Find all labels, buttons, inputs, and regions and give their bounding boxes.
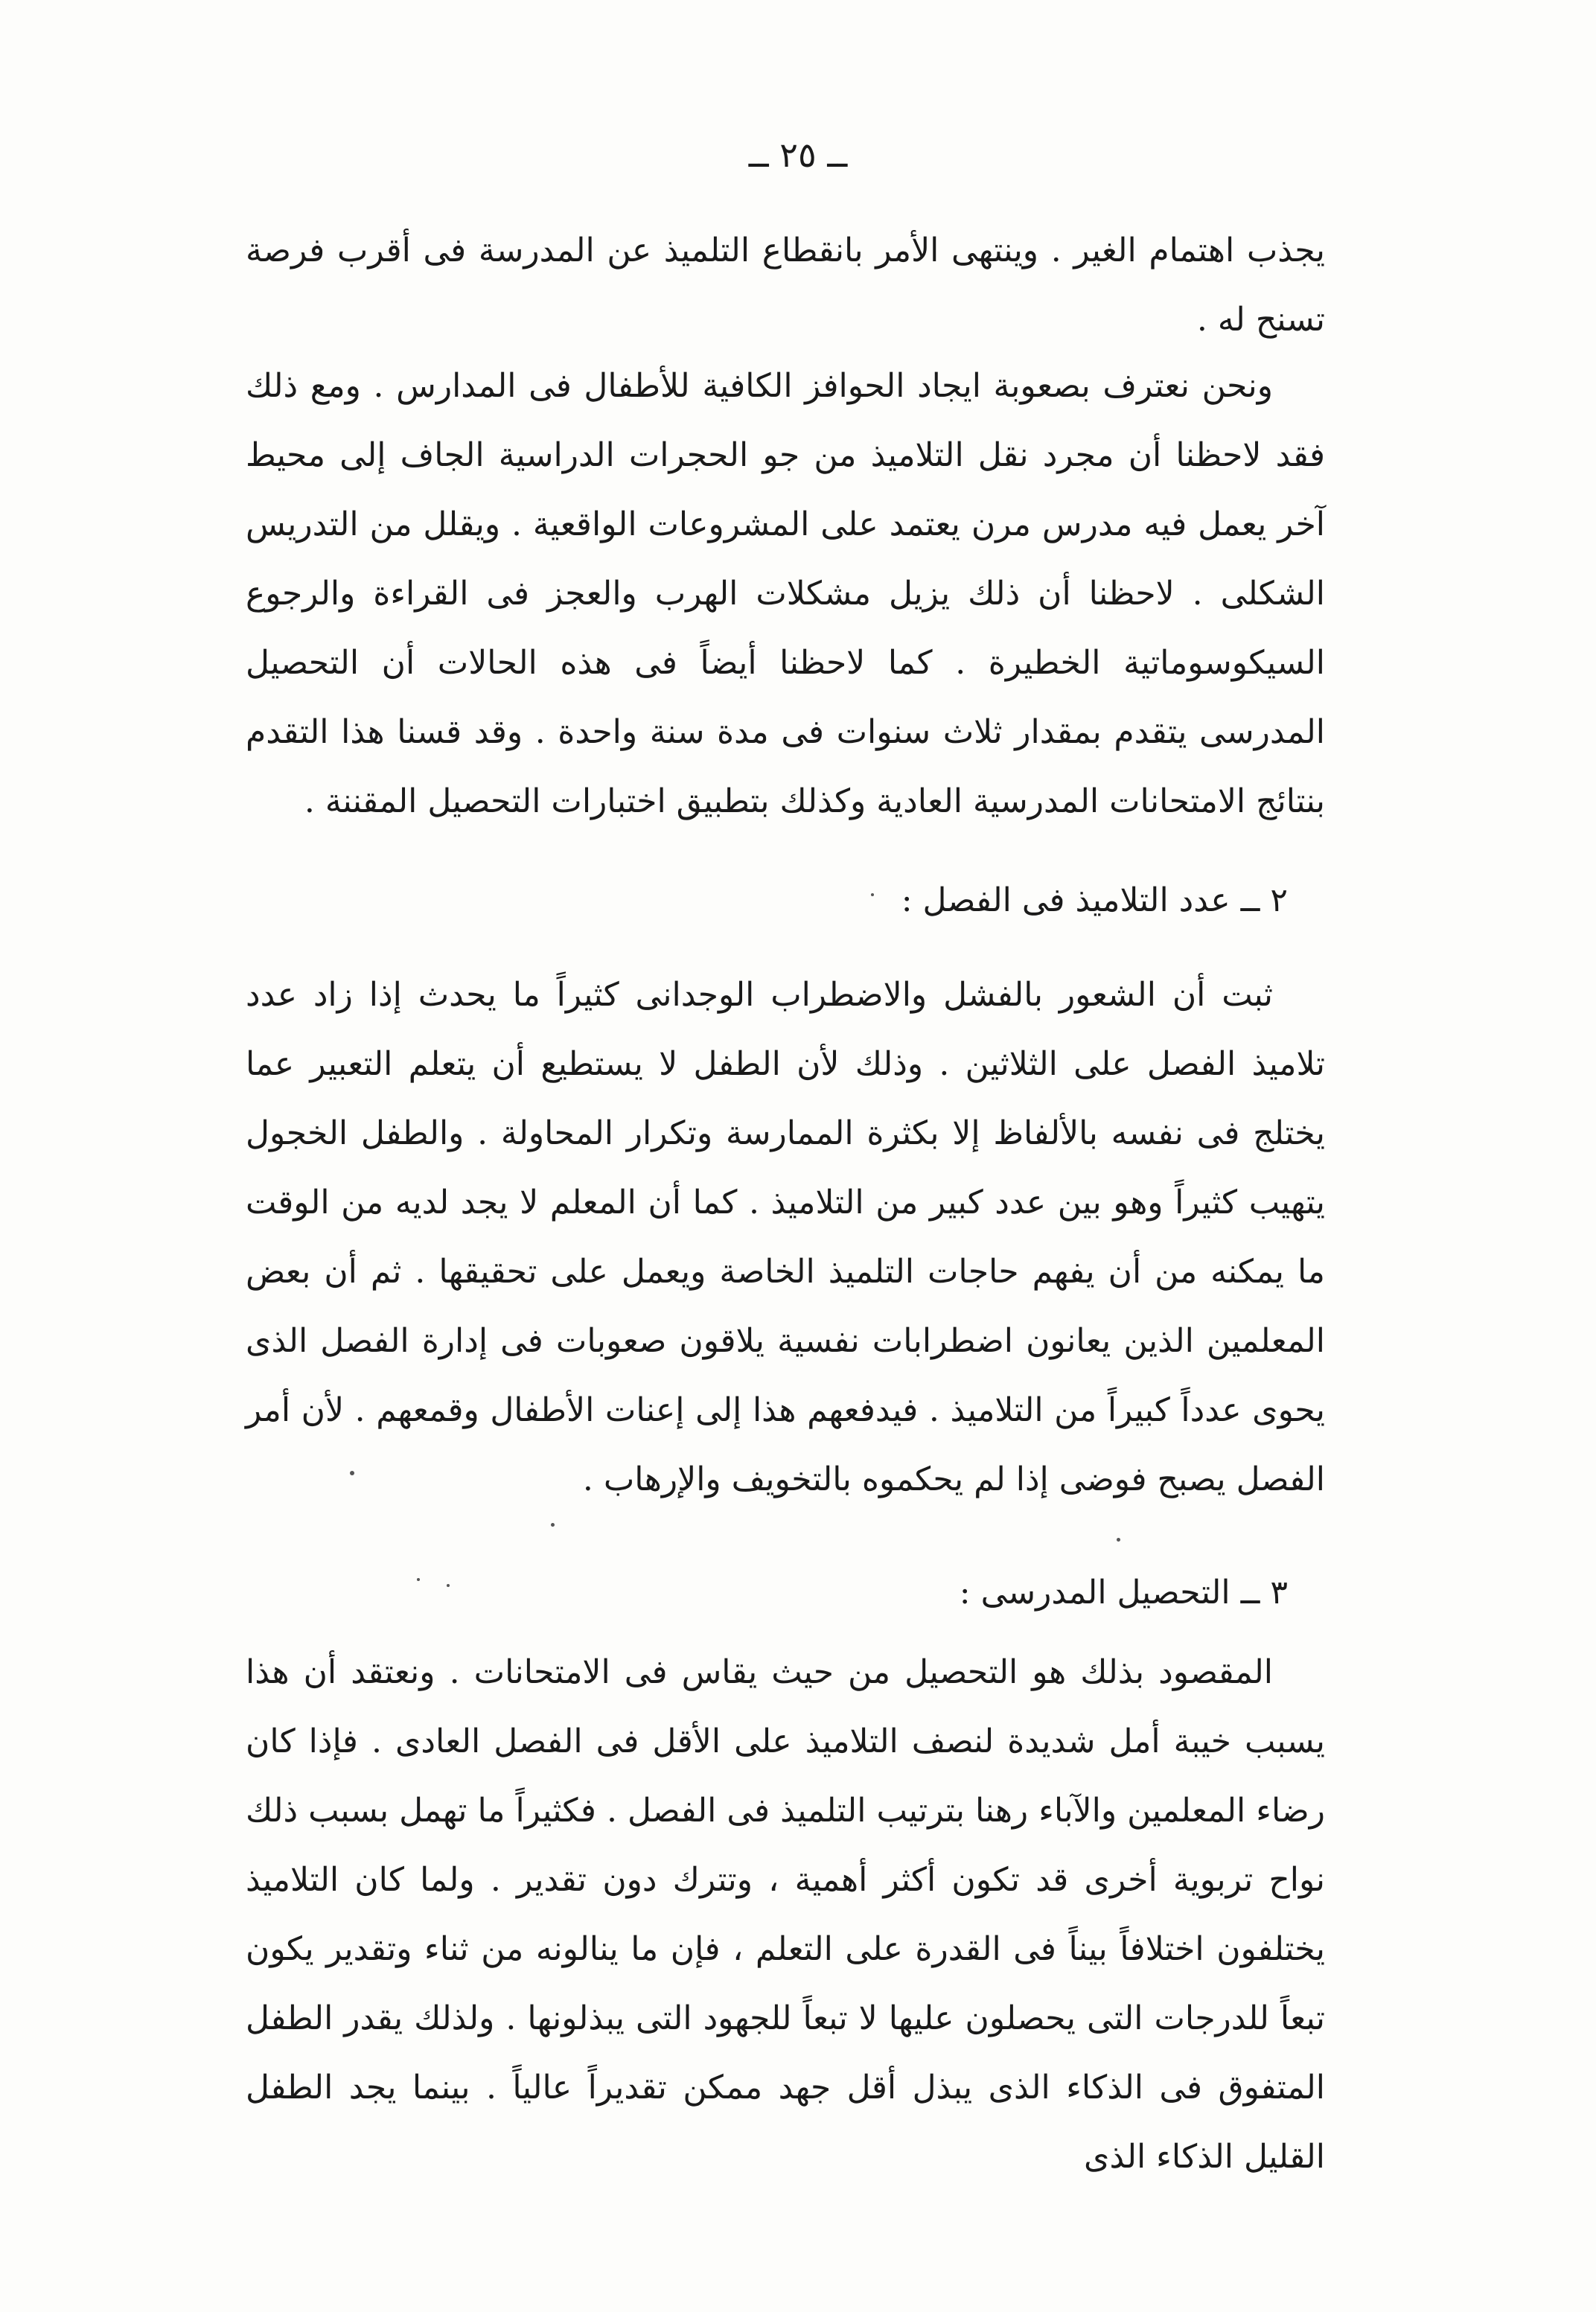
paragraph-class-size [246,960,1325,1514]
paragraph-continuation [246,216,1325,354]
paragraph-3-text: ثبت أن الشعور بالفشل والاضطراب الوجدانى كثيراً ما يحدث إذا زاد عدد تلاميذ الفصل على الثلاثين . وذلك لأن الطفل لا يستطيع أن يتعلم التعبير عما يختلج فى نفسه بالألفاظ إلا بكثرة الممارسة وتكرار المحاولة . والطفل الخجول يتهيب كثيراً وهو بين عدد كبير من التلاميذ . كما أن المعلم لا يجد لديه من الوقت ما يمكنه من أن يفهم حاجات التلميذ الخاصة ويعمل على تحقيقها . ثم أن بعض المعلمين الذين يعانون اضطرابات نفسية يلاقون صعوبات فى إدارة الفصل الذى يحوى عدداً كبيراً من التلاميذ . فيدفعهم هذا إلى إعنات الأطفال وقمعهم . لأن أمر الفصل يصبح فوضى إذا لم يحكموه بالتخويف والإرهاب . [246,976,1325,1498]
scan-speck [447,1584,450,1587]
scan-speck [350,1471,354,1475]
scan-speck [551,1523,555,1527]
paragraph-achievement [246,1638,1325,2191]
paragraph-motivation [246,351,1325,836]
paragraph-1-text: يجذب اهتمام الغير . وينتهى الأمر بانقطاع التلميذ عن المدرسة فى أقرب فرصة تسنح له . [246,231,1325,339]
section-heading-achievement: ٣ ــ التحصيل المدرسى : [959,1574,1288,1612]
scan-speck [871,893,874,896]
scan-speck [1117,1538,1120,1542]
section-heading-class-size: ٢ ــ عدد التلاميذ فى الفصل : [901,881,1288,919]
scan-speck [417,1578,420,1581]
paragraph-2-text: ونحن نعترف بصعوبة ايجاد الحوافز الكافية للأطفال فى المدارس . ومع ذلك فقد لاحظنا أن مجرد نقل التلاميذ من جو الحجرات الدراسية الجاف إلى محيط آخر يعمل فيه مدرس مرن يعتمد على المشروعات الواقعية . ويقلل من التدريس الشكلى . لاحظنا أن ذلك يزيل مشكلات الهرب والعجز فى القراءة والرجوع السيكوسوماتية الخطيرة . كما لاحظنا أيضاً فى هذه الحالات أن التحصيل المدرسى يتقدم بمقدار ثلاث سنوات فى مدة سنة واحدة . وقد قسنا هذا التقدم بنتائج الامتحانات المدرسية العادية وكذلك بتطبيق اختبارات التحصيل المقننة . [246,367,1325,820]
page-number: ــ ٢٥ ــ [748,135,848,175]
paragraph-4-text: المقصود بذلك هو التحصيل من حيث يقاس فى الامتحانات . ونعتقد أن هذا يسبب خيبة أمل شديدة لنصف التلاميذ على الأقل فى الفصل العادى . فإذا كان رضاء المعلمين والآباء رهنا بترتيب التلميذ فى الفصل . فكثيراً ما تهمل بسبب ذلك نواح تربوية أخرى قد تكون أكثر أهمية ، وتترك دون تقدير . ولما كان التلاميذ يختلفون اختلافاً بيناً فى القدرة على التعلم ، فإن ما ينالونه من ثناء وتقدير يكون تبعاً للدرجات التى يحصلون عليها لا تبعاً للجهود التى يبذلونها . ولذلك يقدر الطفل المتفوق فى الذكاء الذى يبذل أقل جهد ممكن تقديراً عالياً . بينما يجد الطفل القليل الذكاء الذى [246,1653,1325,2176]
